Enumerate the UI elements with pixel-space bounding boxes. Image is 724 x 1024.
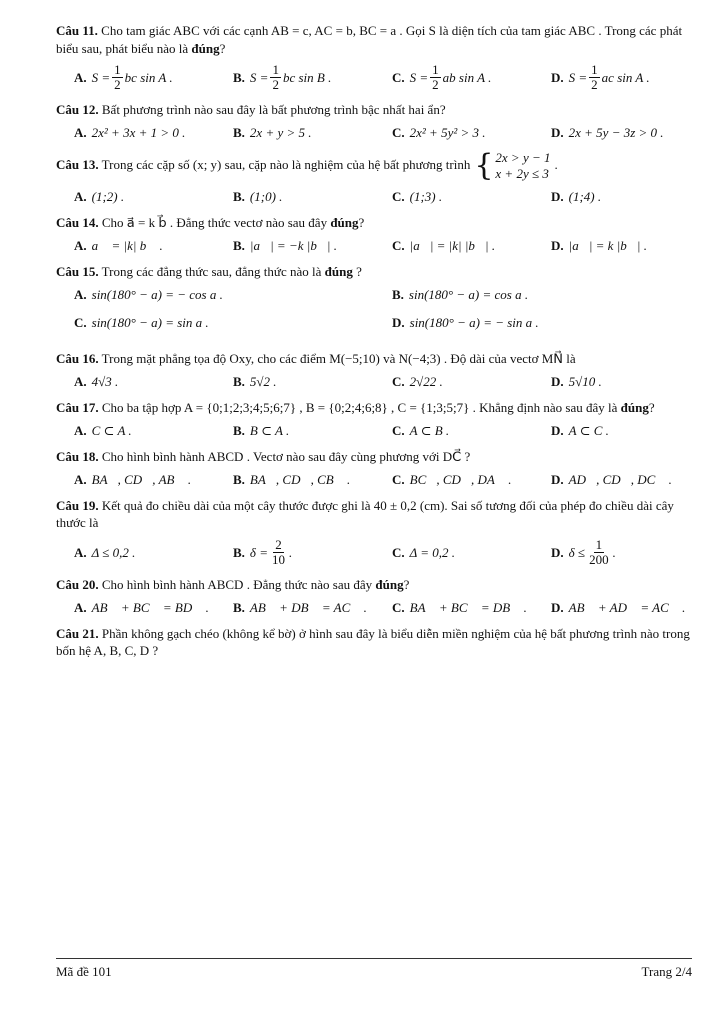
option-label: B. xyxy=(233,125,245,141)
option-b xyxy=(215,237,374,255)
option-b xyxy=(374,286,692,304)
option-label: A. xyxy=(74,544,87,560)
option-d xyxy=(533,422,692,440)
answer-options xyxy=(56,124,692,142)
question-tail: . xyxy=(554,157,558,173)
option-label: C. xyxy=(392,374,405,390)
answer-options xyxy=(56,373,692,391)
option-text: 2√22 . xyxy=(409,374,443,390)
option-a xyxy=(56,373,215,391)
option-label: B. xyxy=(233,374,245,390)
option-a xyxy=(56,237,215,255)
option-text: BC⃗, CD⃗, DA⃗ . xyxy=(409,472,512,488)
option-label: D. xyxy=(551,544,564,560)
numerator: 1 xyxy=(591,62,598,78)
denominator: 10 xyxy=(272,552,285,568)
fraction xyxy=(112,63,123,93)
option-label: D. xyxy=(551,423,564,439)
option-c xyxy=(56,314,374,332)
question-text xyxy=(56,497,692,532)
option-label: B. xyxy=(233,544,245,560)
question-label: Câu 17. xyxy=(56,399,99,415)
question-label: Câu 18. xyxy=(56,448,99,464)
option-text: A ⊂ C . xyxy=(568,423,609,439)
question-tail: ? xyxy=(352,263,362,279)
question-label: Câu 13. xyxy=(56,157,99,173)
option-text: |a⃗| = k |b⃗| . xyxy=(568,238,647,254)
option-text: sin(180° − a) = cos a . xyxy=(408,287,529,303)
option-label: C. xyxy=(392,544,405,560)
question-text xyxy=(56,350,692,368)
option-d xyxy=(533,599,692,617)
option-label: C. xyxy=(392,423,405,439)
option-b xyxy=(215,422,374,440)
question-20 xyxy=(56,576,692,617)
question-text xyxy=(56,576,692,594)
option-label: D. xyxy=(551,600,564,616)
option-label: A. xyxy=(74,125,87,141)
numerator: 1 xyxy=(114,62,121,78)
answer-options xyxy=(56,538,692,568)
option-text: A ⊂ B . xyxy=(409,423,450,439)
option-label: B. xyxy=(392,287,404,303)
formula-suffix: . xyxy=(289,544,293,560)
question-text xyxy=(56,263,692,281)
option-c xyxy=(374,63,533,93)
question-body: Cho hình bình hành ABCD . Đẳng thức nào sau đây xyxy=(101,576,376,592)
question-text xyxy=(56,150,692,183)
question-17 xyxy=(56,399,692,440)
fraction xyxy=(270,63,281,93)
formula-prefix: S = xyxy=(91,70,111,86)
page-footer xyxy=(56,958,692,981)
formula-suffix: . xyxy=(612,544,616,560)
option-d xyxy=(533,538,692,568)
option-label: A. xyxy=(74,189,87,205)
exam-code: Mã đề 101 xyxy=(56,964,112,979)
formula-suffix: ab sin A . xyxy=(442,70,492,86)
formula-prefix: S = xyxy=(249,70,269,86)
option-text: (1;0) . xyxy=(249,189,283,205)
question-label: Câu 12. xyxy=(56,101,99,117)
numerator: 1 xyxy=(432,62,439,78)
option-label: C. xyxy=(392,600,405,616)
system-line: x + 2y ≤ 3 xyxy=(495,166,549,182)
option-label: D. xyxy=(392,315,405,331)
answer-options xyxy=(56,286,692,341)
option-c xyxy=(374,599,533,617)
question-text xyxy=(56,448,692,466)
question-19 xyxy=(56,497,692,568)
option-text: 2x + 5y − 3z > 0 . xyxy=(568,125,664,141)
option-text: 2x² + 5y² > 3 . xyxy=(409,125,486,141)
denominator: 2 xyxy=(591,77,598,93)
denominator: 2 xyxy=(432,77,439,93)
answer-options xyxy=(56,237,692,255)
option-text: |a⃗| = |k| |b⃗| . xyxy=(409,238,496,254)
option-label: B. xyxy=(233,238,245,254)
option-label: A. xyxy=(74,472,87,488)
option-d xyxy=(533,237,692,255)
formula-suffix: bc sin A . xyxy=(124,70,173,86)
option-label: D. xyxy=(551,238,564,254)
fraction xyxy=(270,538,287,568)
answer-options xyxy=(56,422,692,440)
option-label: C. xyxy=(392,70,405,86)
option-text: |a⃗| = −k |b⃗| . xyxy=(249,238,338,254)
option-label: B. xyxy=(233,423,245,439)
option-text: 2x + y > 5 . xyxy=(249,125,312,141)
question-label: Câu 19. xyxy=(56,497,99,513)
option-text: C ⊂ A . xyxy=(91,423,132,439)
brace-symbol: { xyxy=(474,148,494,184)
question-12 xyxy=(56,101,692,142)
option-label: D. xyxy=(551,472,564,488)
question-15 xyxy=(56,263,692,342)
option-text: BA⃗, CD⃗, CB⃗ . xyxy=(249,472,351,488)
system-line: 2x > y − 1 xyxy=(495,149,551,165)
question-text xyxy=(56,101,692,119)
option-text: Δ ≤ 0,2 . xyxy=(91,544,136,560)
question-body: Bất phương trình nào sau đây là bất phương trình bậc nhất hai ẩn? xyxy=(101,101,446,117)
question-16 xyxy=(56,350,692,391)
option-b xyxy=(215,63,374,93)
question-label: Câu 14. xyxy=(56,214,99,230)
question-body: Trong mặt phẳng tọa độ Oxy, cho các điểm M(−5;10) và N(−4;3) . Độ dài của vectơ MN⃗ là xyxy=(101,350,576,366)
option-b xyxy=(215,188,374,206)
option-text: sin(180° − a) = − sin a . xyxy=(409,315,539,331)
emphasis-word: đúng xyxy=(330,214,359,230)
question-label: Câu 20. xyxy=(56,576,99,592)
option-a xyxy=(56,599,215,617)
option-text: (1;2) . xyxy=(91,189,125,205)
option-label: A. xyxy=(74,423,87,439)
option-text: AB⃗ + DB⃗ = AC⃗ . xyxy=(249,600,367,616)
option-label: B. xyxy=(233,70,245,86)
option-label: A. xyxy=(74,70,87,86)
option-c xyxy=(374,422,533,440)
option-text: a⃗ = |k| b⃗ . xyxy=(91,238,163,254)
option-label: C. xyxy=(74,315,87,331)
emphasis-word: đúng xyxy=(620,399,649,415)
numerator: 1 xyxy=(595,536,603,552)
question-text xyxy=(56,399,692,417)
option-label: B. xyxy=(233,600,245,616)
fraction xyxy=(587,538,611,568)
option-d xyxy=(533,188,692,206)
page-number: Trang 2/4 xyxy=(641,964,692,979)
option-d xyxy=(374,314,692,332)
option-d xyxy=(533,373,692,391)
question-body: Cho ba tập hợp A = {0;1;2;3;4;5;6;7} , B = {0;2;4;6;8} , C = {1;3;5;7} . Khẳng định nào sau đây là xyxy=(101,399,621,415)
question-body: Kết quả đo chiều dài của một cây thước được ghi là 40 ± 0,2 (cm). Sai số tương đối của phép đo chiều dài cây thước là xyxy=(56,497,674,531)
option-c xyxy=(374,471,533,489)
answer-options xyxy=(56,599,692,617)
option-b xyxy=(215,538,374,568)
option-text: sin(180° − a) = − cos a . xyxy=(91,287,223,303)
question-tail: ? xyxy=(648,399,655,415)
question-tail: ? xyxy=(358,214,365,230)
option-text: (1;4) . xyxy=(568,189,602,205)
option-text: sin(180° − a) = sin a . xyxy=(91,315,209,331)
option-c xyxy=(374,373,533,391)
question-13 xyxy=(56,150,692,206)
option-label: A. xyxy=(74,600,87,616)
question-text xyxy=(56,22,692,57)
formula-prefix: S = xyxy=(409,70,429,86)
system-lines xyxy=(495,150,550,183)
question-body: Cho tam giác ABC với các cạnh AB = c, AC = b, BC = a . Gọi S là diện tích của tam giác ABC . Trong các phát biểu sau, phát biểu nào là xyxy=(56,23,683,56)
question-21 xyxy=(56,625,692,660)
option-text: Δ = 0,2 . xyxy=(409,544,456,560)
question-text xyxy=(56,625,692,660)
question-14 xyxy=(56,214,692,255)
numerator: 2 xyxy=(275,536,282,552)
option-text: BA⃗ + BC⃗ = DB⃗ . xyxy=(409,600,527,616)
formula-suffix: bc sin B . xyxy=(282,70,332,86)
option-c xyxy=(374,538,533,568)
question-label: Câu 16. xyxy=(56,350,99,366)
option-label: D. xyxy=(551,70,564,86)
denominator: 200 xyxy=(589,552,609,568)
option-c xyxy=(374,188,533,206)
question-18 xyxy=(56,448,692,489)
question-text xyxy=(56,214,692,232)
option-a xyxy=(56,538,215,568)
option-a xyxy=(56,124,215,142)
inequality-system xyxy=(474,150,550,183)
option-b xyxy=(215,471,374,489)
option-text: 5√2 . xyxy=(249,374,277,390)
question-label: Câu 15. xyxy=(56,263,99,279)
option-text: AB⃗ + AD⃗ = AC⃗ . xyxy=(568,600,686,616)
option-a xyxy=(56,471,215,489)
formula-prefix: δ = xyxy=(249,544,268,560)
option-b xyxy=(215,599,374,617)
option-d xyxy=(533,63,692,93)
option-label: A. xyxy=(74,238,87,254)
option-b xyxy=(215,373,374,391)
option-text: (1;3) . xyxy=(409,189,443,205)
option-label: C. xyxy=(392,125,405,141)
question-tail: ? xyxy=(219,40,226,56)
fraction xyxy=(589,63,600,93)
option-label: A. xyxy=(74,287,87,303)
question-body: Phần không gạch chéo (không kể bờ) ở hình sau đây là biểu diễn miền nghiệm của hệ bất phương trình nào trong bốn hệ A, B, C, D ? xyxy=(56,625,690,659)
question-11 xyxy=(56,22,692,93)
answer-options xyxy=(56,188,692,206)
question-body: Cho hình bình hành ABCD . Vectơ nào sau đây cùng phương với DC⃗ ? xyxy=(101,448,471,464)
option-a xyxy=(56,286,374,304)
option-b xyxy=(215,124,374,142)
option-text: AD⃗, CD⃗, DC⃗ . xyxy=(568,472,672,488)
denominator: 2 xyxy=(114,77,121,93)
answer-options xyxy=(56,471,692,489)
option-label: D. xyxy=(551,125,564,141)
option-d xyxy=(533,124,692,142)
emphasis-word: đúng xyxy=(191,40,220,56)
option-d xyxy=(533,471,692,489)
option-label: A. xyxy=(74,374,87,390)
option-a xyxy=(56,188,215,206)
option-label: C. xyxy=(392,238,405,254)
option-text: 5√10 . xyxy=(568,374,602,390)
numerator: 1 xyxy=(272,62,279,78)
emphasis-word: đúng xyxy=(324,263,353,279)
exam-page xyxy=(56,22,692,664)
question-body: Trong các cặp số (x; y) sau, cặp nào là nghiệm của hệ bất phương trình xyxy=(101,157,471,173)
option-text: AB⃗ + BC⃗ = BD⃗ . xyxy=(91,600,209,616)
question-label: Câu 21. xyxy=(56,625,99,641)
option-text: B ⊂ A . xyxy=(249,423,290,439)
option-c xyxy=(374,237,533,255)
option-label: D. xyxy=(551,374,564,390)
question-tail: ? xyxy=(403,576,410,592)
formula-prefix: S = xyxy=(568,70,588,86)
question-label: Câu 11. xyxy=(56,23,98,38)
option-label: D. xyxy=(551,189,564,205)
option-text: BA⃗, CD⃗, AB⃗ . xyxy=(91,472,192,488)
fraction xyxy=(430,63,441,93)
formula-prefix: δ ≤ xyxy=(568,544,586,560)
question-body: Trong các đẳng thức sau, đẳng thức nào là xyxy=(101,263,325,279)
answer-options xyxy=(56,63,692,93)
option-a xyxy=(56,422,215,440)
option-label: B. xyxy=(233,189,245,205)
formula-suffix: ac sin A . xyxy=(601,70,650,86)
option-label: B. xyxy=(233,472,245,488)
emphasis-word: đúng xyxy=(375,576,404,592)
option-text: 2x² + 3x + 1 > 0 . xyxy=(91,125,186,141)
option-text: 4√3 . xyxy=(91,374,119,390)
option-a xyxy=(56,63,215,93)
option-c xyxy=(374,124,533,142)
denominator: 2 xyxy=(272,77,279,93)
option-label: C. xyxy=(392,189,405,205)
question-body: Cho a⃗ = k b⃗ . Đẳng thức vectơ nào sau đây xyxy=(101,214,331,230)
option-label: C. xyxy=(392,472,405,488)
